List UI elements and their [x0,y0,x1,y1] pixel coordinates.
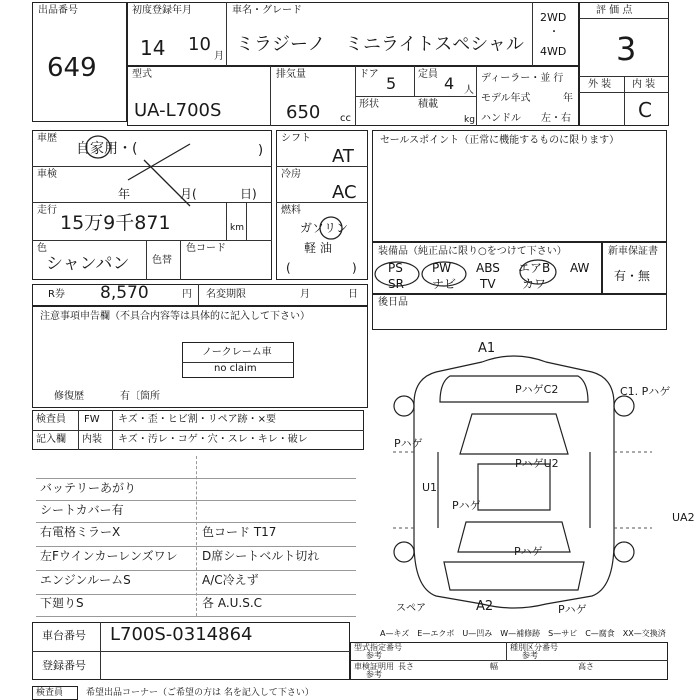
mileage-label: 走行 [37,205,57,216]
int-label: 内 装 [632,79,656,90]
load-unit: kg [464,115,475,125]
repair-value: 有〔箇所 [120,391,160,402]
equip-navi: ナビ [432,277,457,291]
color-label: 色 [37,243,47,254]
recycle-box [32,284,368,306]
drive-4wd: 4WD [540,45,567,58]
mileage-unit: km [230,223,244,233]
remark-left-6: 下廻りS [40,596,84,610]
type-spec-label: 型式指定番号 [354,643,402,652]
handle-label: ハンドル [481,113,521,124]
history-value: 自家用・( [76,141,138,157]
width-label: 幅 [490,662,498,671]
ac-value: AC [332,182,357,203]
recycle-value: 8,570 [100,283,149,303]
fuel-paren-close: ) [352,261,357,275]
ac-label: 冷房 [281,169,301,180]
repair-label: 修復歴 [54,391,84,402]
inspection-label: 車検 [37,169,57,180]
mark-c1: C1. Pハゲ [620,385,671,398]
cap-unit: 人 [464,85,474,96]
disp-label: 排気量 [276,69,306,80]
lot-label: 出品番号 [38,5,78,16]
sales-label: セールスポイント（正常に機能するものに限ります） [380,135,620,146]
mark-rear2: Pハゲ [558,603,587,616]
equip-circles [372,252,572,294]
fuel-paren-open: ( [286,261,291,275]
remark-right-2: D席シートベルト切れ [202,549,320,563]
mileage-value: 15万9千871 [60,212,171,234]
height-label: 高さ [578,662,594,671]
reg-label: 登録番号 [42,659,86,672]
type-value: UA-L700S [134,100,222,121]
history-paren: ) [258,143,264,158]
model-label: 車名・グレード [232,5,302,16]
mark-a1: A1 [478,341,496,356]
inspector-row2-head: 内装 [82,434,102,445]
recycle-unit: 円 [182,289,192,300]
month-suffix: 月 [214,51,224,62]
fuel-circle [316,214,346,242]
remark-right-3: A/C冷えず [202,573,259,587]
class-ref: 参考 [522,651,538,660]
ext-label: 外 装 [588,79,612,90]
inspector-row1: キズ・歪・ヒビ割・リペア跡・×要 [118,414,276,425]
mark-ua2: UA2 [672,511,695,524]
equip-tv: TV [480,277,496,291]
color-value: シャンパン [46,254,130,274]
fuel-label: 燃料 [281,205,301,216]
mark-u1: U1 [422,481,438,494]
year-unit: 年 [118,187,131,201]
class-label: 種別区分番号 [510,643,558,652]
sales-box [372,130,667,242]
cert-ref: 参考 [366,670,382,679]
day-unit: 日) [240,187,257,201]
deadline-label: 名変期限 [206,289,246,300]
footer-text: 希望出品コーナー（ご希望の方は 名を記入して下さい） [86,688,314,698]
remark-left-5: エンジンルームS [40,573,131,587]
mark-u2: PハゲU2 [515,457,559,470]
score-label: 評 価 点 [596,5,633,16]
chassis-value: L700S-0314864 [110,624,253,645]
equip-airbag: エアB [518,261,551,275]
mark-left2: Pハゲ [452,499,481,512]
cap-label: 定員 [418,69,438,80]
model-year-label: モデル年式 [481,93,531,104]
type-label: 型式 [132,69,152,80]
spare-label: スペア [396,603,426,614]
equip-pw: PW [432,261,452,275]
door-value: 5 [386,74,397,93]
inspector-row1-head: FW [84,414,100,425]
color-code-label: 色コード [186,243,226,254]
model-year-unit: 年 [563,93,573,104]
reg-month: 10 [188,34,211,55]
lot-number: 649 [47,53,97,83]
shift-value: AT [332,146,354,167]
load-label: 積載 [418,99,438,110]
deadline-day: 日 [348,289,358,300]
cap-value: 4 [444,74,455,93]
inspector-row2: キズ・汚レ・コゲ・穴・スレ・キレ・破レ [118,434,308,445]
remark-left-2: シートカバー有 [40,503,124,517]
grade: ミニライトスペシャル [345,34,524,55]
reg-year: 14 [140,36,166,60]
remark-left-1: バッテリーあがり [40,481,137,495]
chassis-label: 車台番号 [42,629,86,642]
handle-value: 左・右 [541,113,571,124]
first-reg-label: 初度登録年月 [132,5,192,16]
model-name: ミラジーノ [236,34,326,55]
after-box [372,294,667,330]
equip-sr: SR [388,277,404,291]
after-label: 後日品 [378,297,408,308]
legend: A—キズ E—エクボ U—凹み W—補修跡 S—サビ C—腐食 XX—交換済 [380,629,666,638]
equip-ps: PS [388,261,403,275]
dealer-label: ディーラー・並 行 [481,73,564,84]
equip-label: 装備品（純正品に限り○をつけて下さい） [378,246,567,257]
remark-right-1: 色コード T17 [202,525,277,539]
mark-c2: PハゲC2 [515,383,559,396]
noclaim-jp: ノークレーム車 [202,347,272,358]
mark-left1: Pハゲ [394,437,423,450]
warranty-label: 新車保証書 [608,246,658,257]
int-score: C [638,98,652,122]
disp-value: 650 [286,102,321,123]
cert-label: 車検証明用 [354,662,394,671]
notes-label: 注意事項申告欄（不具合内容等は具体的に記入して下さい） [40,311,310,322]
door-label: ドア [359,69,379,80]
inspector-label2: 記入欄 [36,434,66,445]
warranty-value: 有・無 [614,269,651,283]
score-value: 3 [616,30,637,68]
drive-dot: ・ [549,27,559,38]
footer-label: 検査員 [36,688,64,698]
color-change-label: 色替 [152,255,172,266]
fuel-gas: ガソリン [300,221,349,235]
deadline-month: 月 [300,289,310,300]
len-label: 長さ [398,662,414,671]
mark-a2: A2 [476,599,494,614]
type-spec-ref: 参考 [366,651,382,660]
mark-rear: Pハゲ [514,545,543,558]
equip-abs: ABS [476,261,500,275]
equip-aw: AW [570,261,590,275]
remark-right-4: 各 A.U.S.C [202,596,263,610]
history-label: 車歴 [37,133,57,144]
remark-left-3: 右電格ミラーX [40,525,121,539]
drive-2wd: 2WD [540,11,567,24]
inspector-label1: 検査員 [36,414,66,425]
recycle-label: R券 [48,289,65,300]
noclaim-en: no claim [214,363,257,374]
shift-label: シフト [281,133,311,144]
fuel-diesel: 軽 油 [304,241,332,255]
remark-left-4: 左Fウインカーレンズワレ [40,549,178,563]
history-circle [84,134,112,160]
month-unit: 月( [180,187,197,201]
equip-kawa: カワ [522,277,547,291]
shape-label: 形状 [359,99,379,110]
disp-unit: cc [340,113,351,124]
